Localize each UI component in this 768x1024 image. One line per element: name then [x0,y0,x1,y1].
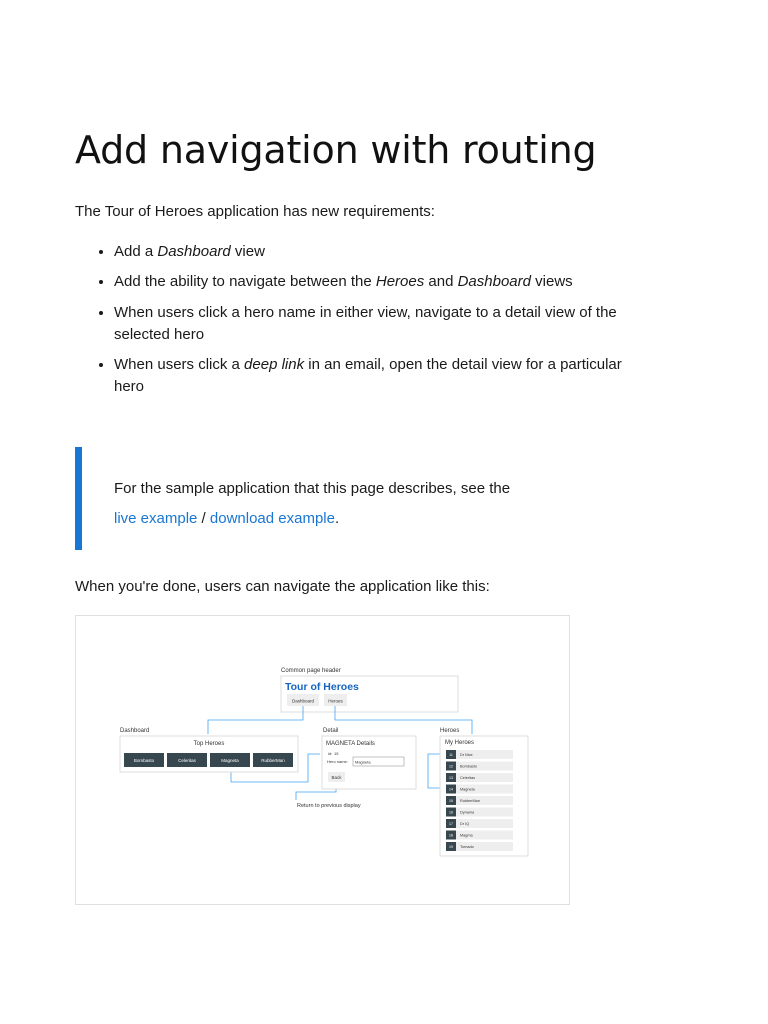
top-hero-name: Celeritas [178,758,196,763]
nav-heroes-label: Heroes [328,698,343,704]
callout-box [75,447,582,550]
hero-name: Dynama [460,810,475,815]
hero-list-item[interactable] [446,773,513,782]
detail-caption: Detail [323,728,339,734]
requirements-list [75,241,634,406]
hero-list-item[interactable] [446,808,513,817]
hero-id: 17 [449,822,453,826]
back-label: Back [331,775,342,780]
hero-name: RubberMan [460,799,480,803]
hero-id: 15 [449,799,453,803]
hero-name: Magneta [460,787,475,792]
app-title: Tour of Heroes [285,681,359,693]
callout-text: For the sample application that this page describes, see the live example / download example. [114,480,511,527]
top-hero-name: Magneta [221,758,239,763]
hero-id: 19 [449,845,453,849]
hero-id: 11 [449,753,453,757]
hero-name-value: Magneta [355,759,371,765]
detail-name-label: Hero name: [327,759,348,764]
page-title: Add navigation with routing [75,128,597,172]
return-caption: Return to previous display [297,803,361,809]
top-hero-name: Bombasto [133,758,155,763]
hero-list-item[interactable] [446,762,513,771]
intro-paragraph: The Tour of Heroes application has new requirements: [75,203,435,220]
done-paragraph: When you're done, users can navigate the application like this: [75,578,490,595]
nav-dashboard-label: Dashboard [291,698,315,704]
list-item: • Add the ability to navigate between the Heroes and Dashboard views [114,271,634,293]
list-item: • When users click a hero name in either view, navigate to a detail view of the selected hero [114,302,634,346]
hero-id: 14 [449,787,453,792]
heroes-caption: Heroes [440,728,460,734]
hero-name: Bombasto [460,764,478,769]
header-caption: Common page header [281,668,341,674]
hero-list-item[interactable] [446,842,513,851]
hero-id: 16 [449,810,453,815]
heroes-group [446,750,513,851]
live-example-link[interactable]: live example [114,510,198,527]
hero-id: 13 [449,776,453,780]
hero-name: Dr Nice [460,753,473,757]
my-heroes-title: My Heroes [445,740,475,746]
hero-list-item[interactable] [446,831,513,840]
hero-name: Dr IQ [460,822,470,826]
hero-list-item[interactable] [446,819,513,828]
list-item: • Add a Dashboard view [114,241,634,263]
hero-list-item[interactable] [446,785,513,794]
hero-name: Celeritas [460,776,475,780]
list-item: • When users click a deep link in an email, open the detail view for a particular hero [114,354,634,398]
navigation-diagram [75,615,570,905]
hero-name: Magma [460,833,473,838]
detail-id-label: id: [328,751,333,756]
download-example-link[interactable]: download example [209,510,335,527]
detail-id-value: 15 [334,751,339,756]
hero-id: 12 [449,764,453,769]
top-hero-name: RubberMan [261,758,285,763]
hero-id: 18 [449,833,453,838]
top-heroes-title: Top Heroes [193,741,225,747]
dashboard-caption: Dashboard [120,728,150,734]
hero-list-item[interactable] [446,750,513,759]
hero-name: Tornado [460,845,474,849]
detail-title: MAGNETA Details [326,741,375,747]
